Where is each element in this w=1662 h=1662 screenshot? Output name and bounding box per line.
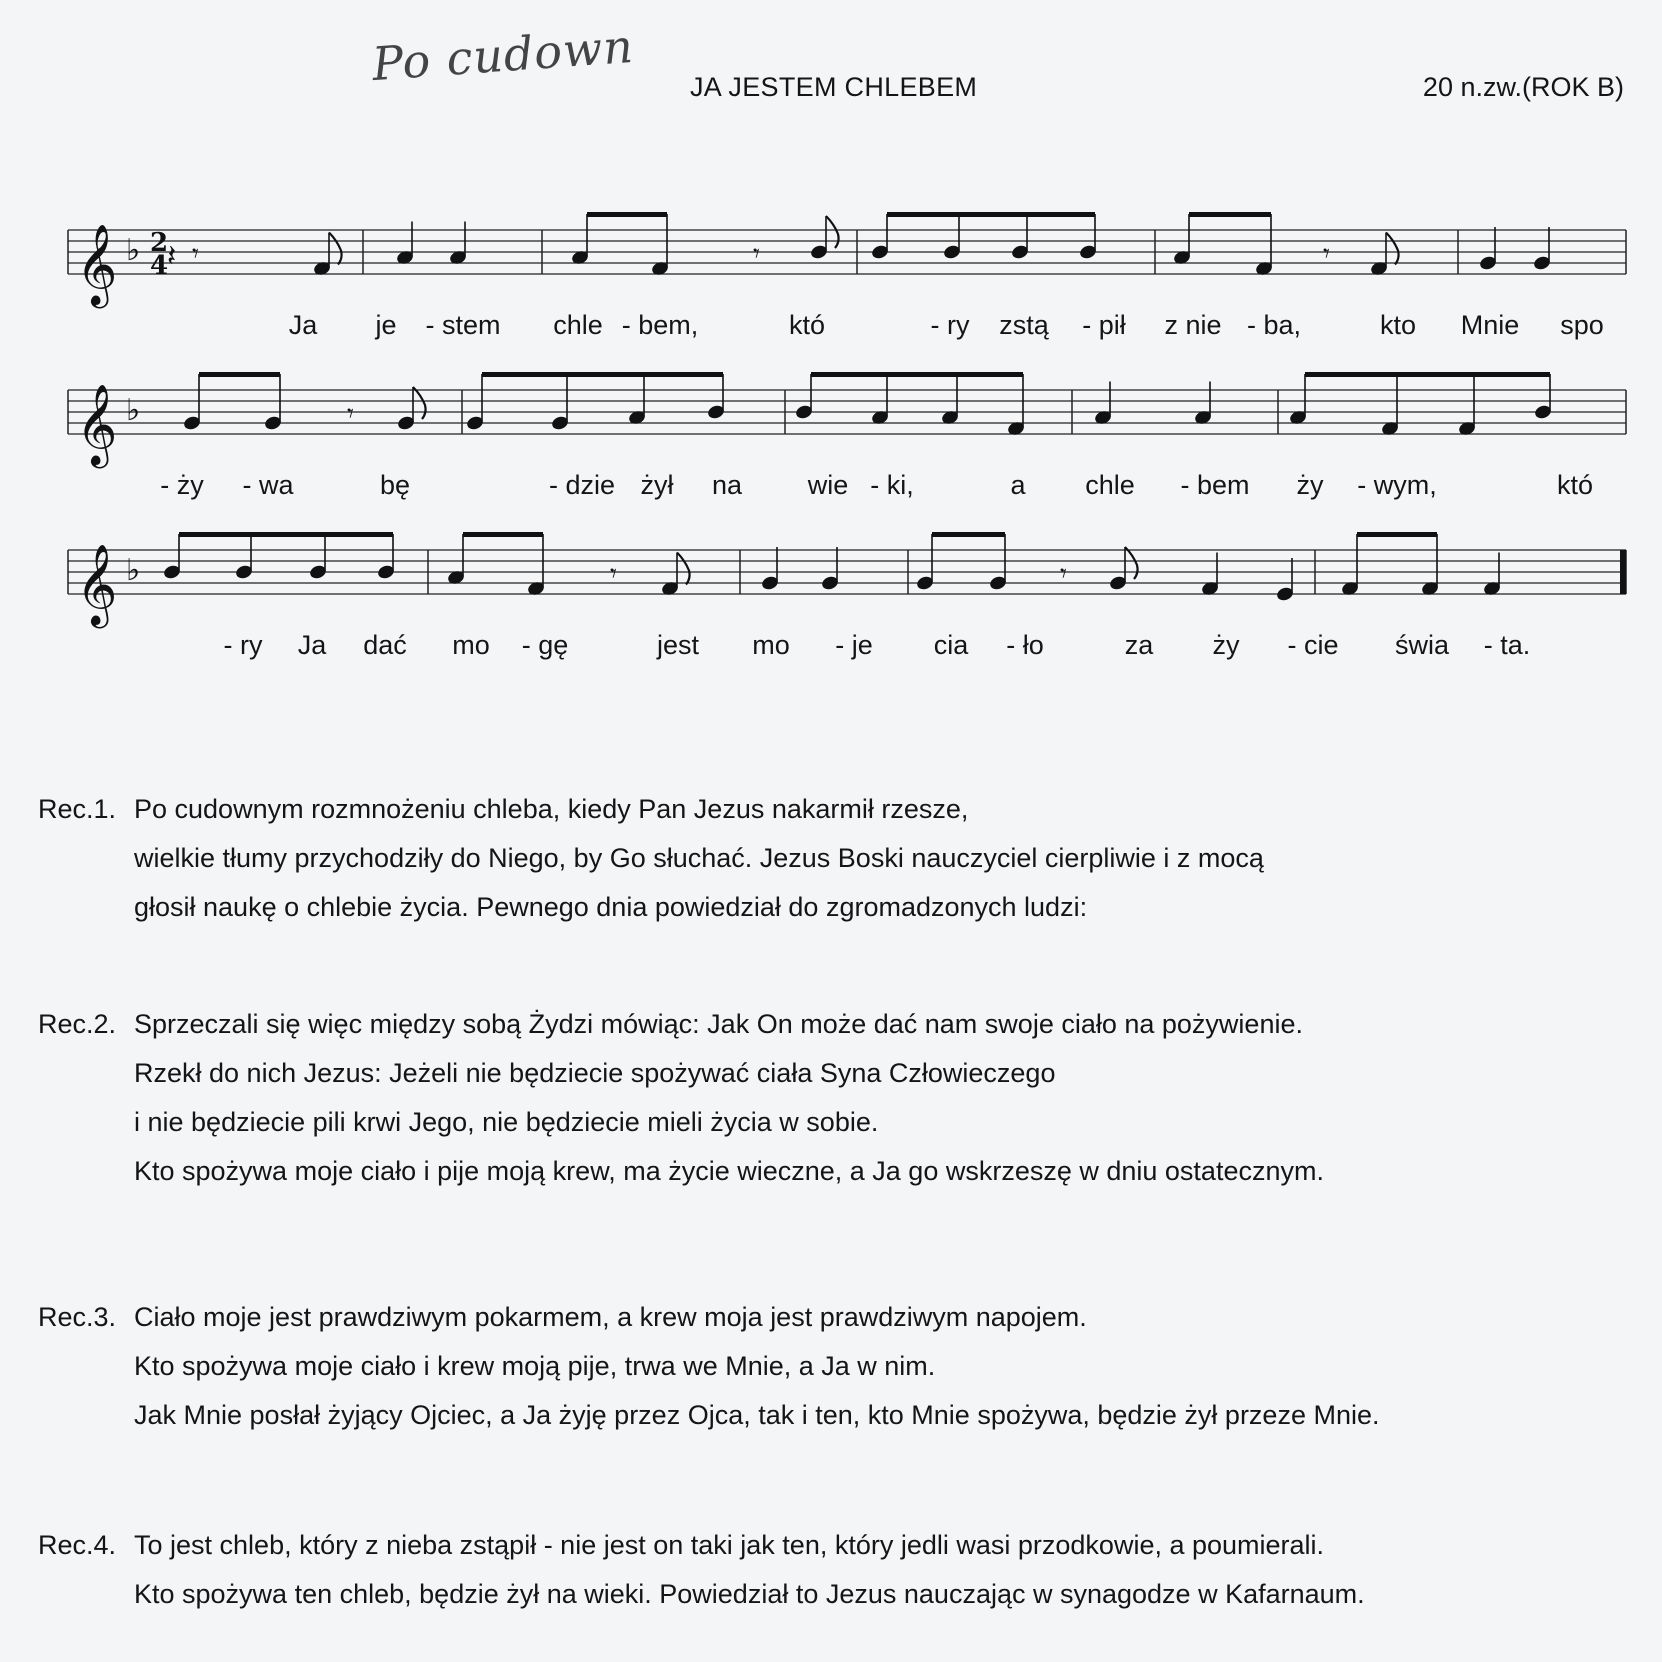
- lyric-syllable: na: [711, 470, 743, 500]
- recitative-line: wielkie tłumy przychodziły do Niego, by Go słuchać. Jezus Boski nauczyciel cierpliwie i z mocą: [134, 843, 1264, 873]
- lyric-syllable: - ki,: [870, 470, 914, 500]
- time-signature-top: 2: [150, 228, 169, 258]
- flat-sign-icon: ♭: [126, 393, 141, 428]
- note-flag: [677, 553, 690, 585]
- lyric-syllable: świa: [1394, 630, 1450, 660]
- lyrics-row-1: [60, 310, 1640, 350]
- eighth-rest-icon: 𝄾: [753, 239, 760, 269]
- note-beam: [932, 532, 1005, 537]
- note-flag: [329, 233, 342, 265]
- lyric-syllable: - gę: [521, 630, 569, 660]
- lyric-syllable: Mnie: [1460, 310, 1520, 340]
- flat-sign-icon: ♭: [126, 553, 141, 588]
- recitative-label: Rec.2.: [38, 1009, 117, 1039]
- flat-sign-icon: ♭: [126, 233, 141, 268]
- lyric-syllable: cia: [933, 630, 969, 660]
- eighth-rest-icon: 𝄾: [1323, 239, 1330, 269]
- lyric-syllable: dać: [363, 630, 407, 660]
- recitative-line: To jest chleb, który z nieba zstąpił - nie jest on taki jak ten, który jedli wasi przodkowie, a poumierali.: [134, 1530, 1325, 1560]
- lyric-syllable: Ja: [297, 630, 327, 660]
- note-beam: [482, 372, 723, 377]
- note-flag: [1125, 547, 1138, 579]
- music-system-3: [60, 520, 1640, 680]
- eighth-rest-icon: 𝄾: [1060, 559, 1067, 589]
- lyric-syllable: chle: [1085, 470, 1135, 500]
- music-system-2: [60, 360, 1640, 520]
- eighth-rest-icon: 𝄾: [610, 559, 617, 589]
- quarter-rest-icon: 𝄽: [167, 239, 177, 274]
- lyric-syllable: któ: [1556, 470, 1594, 500]
- lyric-syllable: mo: [752, 630, 790, 660]
- recitative-line: Rzekł do nich Jezus: Jeżeli nie będziecie spożywać ciała Syna Człowieczego: [134, 1058, 1056, 1088]
- note-beam: [811, 372, 1023, 377]
- note-beam: [1357, 532, 1437, 537]
- liturgical-day: 20 n.zw.(ROK B): [1422, 72, 1624, 102]
- lyric-syllable: jest: [656, 630, 700, 660]
- treble-clef-icon: 𝄞: [76, 223, 118, 305]
- recitative-label: Rec.3.: [38, 1302, 117, 1332]
- lyric-syllable: - stem: [425, 310, 501, 340]
- lyric-syllable: - ry: [223, 630, 263, 660]
- lyric-syllable: - ży: [160, 470, 204, 500]
- lyric-syllable: za: [1124, 630, 1154, 660]
- note-flag: [413, 387, 426, 419]
- lyric-syllable: zstą: [999, 310, 1049, 340]
- lyric-syllable: - bem: [1180, 470, 1250, 500]
- note-beam: [887, 212, 1095, 217]
- time-signature-bottom: 4: [150, 251, 169, 281]
- recitative-line: i nie będziecie pili krwi Jego, nie będziecie mieli życia w sobie.: [134, 1107, 879, 1137]
- lyric-syllable: któ: [788, 310, 826, 340]
- music-system-1: [60, 200, 1640, 360]
- note-beam: [587, 212, 667, 217]
- treble-clef-icon: 𝄞: [76, 383, 118, 465]
- recitative-line: głosił naukę o chlebie życia. Pewnego dnia powiedział do zgromadzonych ludzi:: [134, 892, 1088, 922]
- handwritten-note: Po cudown: [370, 18, 636, 92]
- note-beam: [199, 372, 280, 377]
- lyric-syllable: ży: [1212, 630, 1240, 660]
- lyric-syllable: a: [1010, 470, 1026, 500]
- recitative-line: Ciało moje jest prawdziwym pokarmem, a krew moja jest prawdziwym napojem.: [134, 1302, 1087, 1332]
- lyric-syllable: z nie: [1164, 310, 1222, 340]
- recitative-line: Kto spożywa ten chleb, będzie żył na wieki. Powiedział to Jezus nauczając w synagodze w Kafarnaum.: [134, 1579, 1365, 1609]
- recitative-line: Sprzeczali się więc między sobą Żydzi mówiąc: Jak On może dać nam swoje ciało na pożywienie.: [134, 1009, 1303, 1039]
- lyric-syllable: - ta.: [1483, 630, 1531, 660]
- note-beam: [1305, 372, 1550, 377]
- recitative-line: Kto spożywa moje ciało i krew moją pije, trwa we Mnie, a Ja w nim.: [134, 1351, 936, 1381]
- page-title: JA JESTEM CHLEBEM: [690, 72, 978, 102]
- lyric-syllable: wie: [807, 470, 849, 500]
- eighth-rest-icon: 𝄾: [192, 239, 199, 269]
- lyric-syllable: - je: [835, 630, 873, 660]
- lyric-syllable: chle: [553, 310, 603, 340]
- treble-clef-icon: 𝄞: [76, 543, 118, 625]
- recitative-label: Rec.4.: [38, 1530, 117, 1560]
- lyrics-row-3: [60, 630, 1640, 670]
- lyric-syllable: kto: [1379, 310, 1417, 340]
- lyric-syllable: mo: [452, 630, 490, 660]
- recitative-label: Rec.1.: [38, 794, 117, 824]
- lyric-syllable: - pił: [1082, 310, 1126, 340]
- note-flag: [1386, 233, 1399, 265]
- lyric-syllable: żył: [640, 470, 674, 500]
- staff-3: [60, 520, 1640, 640]
- final-barline: [1620, 550, 1626, 594]
- note-beam: [1189, 212, 1271, 217]
- lyric-syllable: - dzie: [548, 470, 616, 500]
- staff-1: [60, 200, 1640, 320]
- note-flag: [826, 216, 839, 248]
- lyric-syllable: je: [375, 310, 397, 340]
- note-beam: [179, 532, 393, 537]
- lyric-syllable: Ja: [288, 310, 318, 340]
- lyric-syllable: - bem,: [621, 310, 699, 340]
- lyric-syllable: - ło: [1006, 630, 1044, 660]
- staff-2: [60, 360, 1640, 480]
- recitative-line: Po cudownym rozmnożeniu chleba, kiedy Pan Jezus nakarmił rzesze,: [134, 794, 969, 824]
- lyric-syllable: - wym,: [1357, 470, 1437, 500]
- note-beam: [463, 532, 543, 537]
- lyric-syllable: - wa: [242, 470, 294, 500]
- lyric-syllable: - ba,: [1246, 310, 1302, 340]
- recitative-line: Kto spożywa moje ciało i pije moją krew, ma życie wieczne, a Ja go wskrzeszę w dniu ostatecznym.: [134, 1156, 1324, 1186]
- lyrics-row-2: [60, 470, 1640, 510]
- lyric-syllable: - cie: [1287, 630, 1339, 660]
- eighth-rest-icon: 𝄾: [347, 399, 354, 429]
- lyric-syllable: - ry: [930, 310, 970, 340]
- recitative-line: Jak Mnie posłał żyjący Ojciec, a Ja żyję przez Ojca, tak i ten, kto Mnie spożywa, będzie żył przeze Mnie.: [134, 1400, 1380, 1430]
- lyric-syllable: ży: [1296, 470, 1324, 500]
- lyric-syllable: bę: [379, 470, 411, 500]
- lyric-syllable: spo: [1560, 310, 1604, 340]
